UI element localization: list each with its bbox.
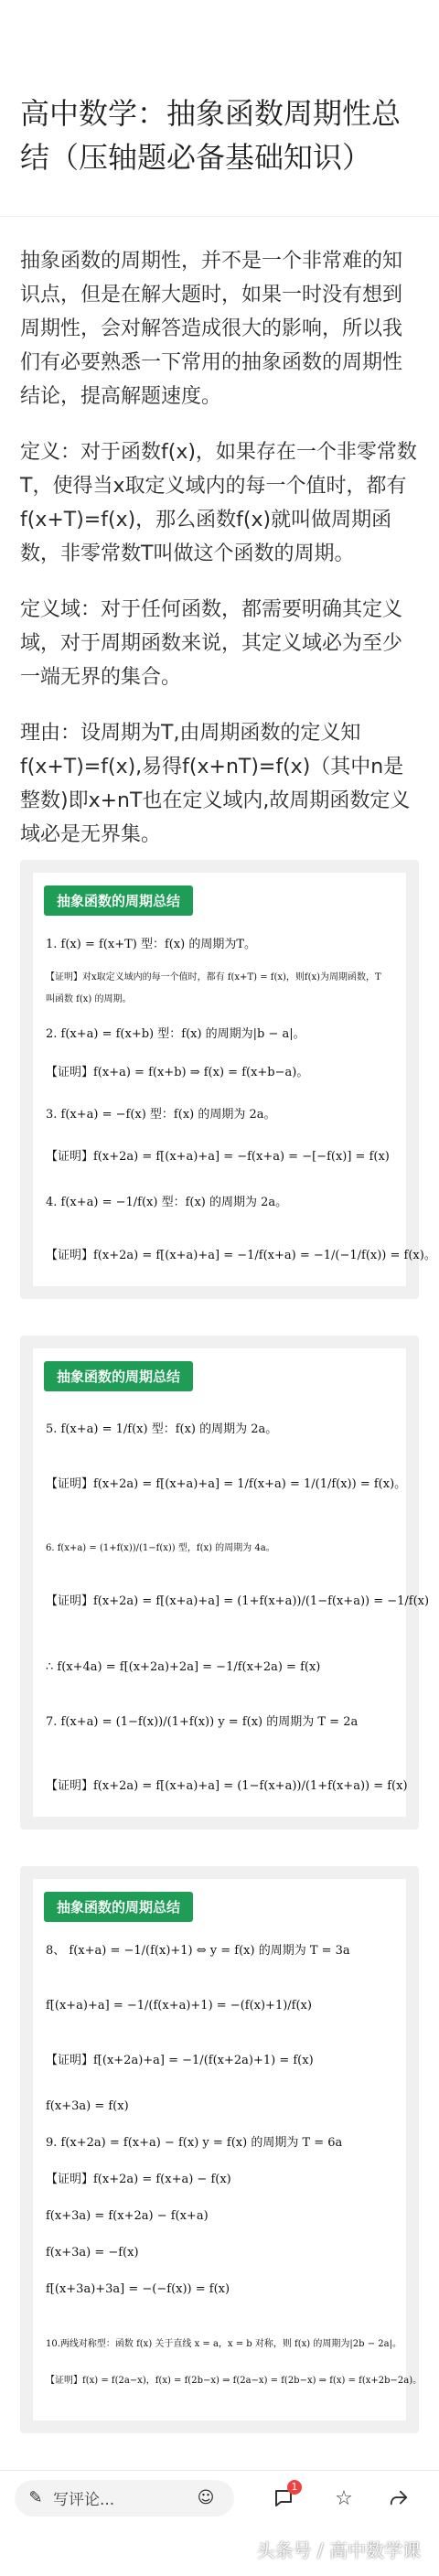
- formula-line: f[(x+a)+a] = −1/(f(x+a)+1) = −(f(x)+1)/f(x): [46, 1999, 312, 2012]
- formula-line: 5. f(x+a) = 1/f(x) 型：f(x) 的周期为 2a。: [46, 1422, 278, 1436]
- formula-line: 7. f(x+a) = (1−f(x))/(1+f(x)) y = f(x) 的周期为 T = 2a: [46, 1715, 359, 1729]
- formula-line: f(x+3a) = f(x+2a) − f(x+a): [46, 2209, 209, 2223]
- formula-line: 3. f(x+a) = −f(x) 型：f(x) 的周期为 2a。: [46, 1108, 276, 1122]
- watermark: 头条号 / 高中数学课: [256, 2539, 421, 2561]
- formula-line: 2. f(x+a) = f(x+b) 型：f(x) 的周期为|b − a|。: [46, 1027, 305, 1041]
- formula-line: 【证明】f[(x+2a)+a] = −1/(f(x+2a)+1) = f(x): [46, 2054, 314, 2067]
- formula-line: 叫函数 f(x) 的周期。: [46, 994, 132, 1004]
- formula-line: 【证明】f(x+2a) = f(x+a) − f(x): [46, 2173, 231, 2186]
- formula-line: 9. f(x+2a) = f(x+a) − f(x) y = f(x) 的周期为 T = 6a: [46, 2136, 343, 2150]
- pencil-icon: ✎: [28, 2488, 43, 2507]
- formula-line: f(x+3a) = −f(x): [46, 2246, 139, 2259]
- formula-line: 【证明】对x取定义域内的每一个值时，都有 f(x+T) = f(x)，则f(x)为周期函数，T: [46, 972, 381, 982]
- bottom-action-bar: [0, 2470, 439, 2525]
- formula-line: 10.两线对称型：函数 f(x) 关于直线 x = a，x = b 对称，则 f(x) 的周期为|2b − 2a|。: [46, 2339, 402, 2349]
- summary-image-card-2: [20, 1336, 430, 1830]
- formula-line: 【证明】f(x+2a) = f[(x+a)+a] = −1/f(x+a) = −1/(−1/f(x)) = f(x)。: [46, 1249, 436, 1262]
- card-heading: 抽象函数的周期总结: [44, 886, 193, 916]
- share-button[interactable]: [386, 2485, 412, 2512]
- summary-image-card-1: [20, 860, 436, 1299]
- formula-line: f[(x+3a)+3a] = −(−f(x)) = f(x): [46, 2282, 230, 2296]
- title-divider: [0, 216, 439, 217]
- status-bar: [0, 0, 439, 27]
- share-icon: [386, 2485, 412, 2511]
- summary-image-card-3: [20, 1866, 423, 2433]
- formula-line: 1. f(x) = f(x+T) 型：f(x) 的周期为T。: [46, 938, 257, 951]
- paragraph-definition: 定义：对于函数f(x)，如果存在一个非零常数T，使得当x取定义域内的每一个值时，都有f(x+T)=f(x)，那么函数f(x)就叫做周期函数，非零常数T叫做这个函数的周期。: [20, 441, 417, 565]
- comment-count-badge: 1: [287, 2480, 302, 2495]
- formula-line: 4. f(x+a) = −1/f(x) 型：f(x) 的周期为 2a。: [46, 1196, 288, 1209]
- card-heading: 抽象函数的周期总结: [44, 1361, 193, 1391]
- card-heading: 抽象函数的周期总结: [44, 1892, 193, 1922]
- formula-line: ∴ f(x+4a) = f[(x+2a)+2a] = −1/f(x+2a) = f(x): [46, 1660, 321, 1674]
- favorite-button[interactable]: [331, 2485, 357, 2511]
- paragraph-reason: 理由：设周期为T,由周期函数的定义知f(x+T)=f(x),易得f(x+nT)=f(x)（其中n是整数)即x+nT也在定义域内,故周期函数定义域必是无界集。: [20, 722, 411, 846]
- comment-placeholder: 写评论...: [53, 2491, 115, 2509]
- formula-line: 6. f(x+a) = (1+f(x))/(1−f(x)) 型，f(x) 的周期为 4a。: [46, 1543, 275, 1553]
- formula-line: 8、 f(x+a) = −1/(f(x)+1) ⇔ y = f(x) 的周期为 T = 3a: [46, 1944, 350, 1958]
- paragraph-intro: 抽象函数的周期性，并不是一个非常难的知识点，但是在解大题时，如果一时没有想到周期性，会对解答造成很大的影响，所以我们有必要熟悉一下常用的抽象函数的周期性结论，提高解题速度。: [20, 250, 403, 408]
- formula-line: 【证明】f(x+2a) = f[(x+a)+a] = 1/f(x+a) = 1/(1/f(x)) = f(x)。: [46, 1477, 407, 1491]
- comment-button[interactable]: [271, 2481, 298, 2513]
- smile-icon[interactable]: ☺: [197, 2488, 215, 2507]
- formula-line: 【证明】f(x+2a) = f[(x+a)+a] = (1−f(x+a))/(1+f(x+a)) = f(x): [46, 1779, 408, 1793]
- formula-line: 【证明】f(x) = f(2a−x)，f(x) = f(2b−x) ⇒ f(2a−x) = f(2b−x) ⇒ f(x) = f(x+2b−2a)。: [46, 2376, 423, 2386]
- page-title: 高中数学：抽象函数周期性总结（压轴题必备基础知识）: [20, 96, 402, 175]
- paragraph-domain: 定义域：对于任何函数，都需要明确其定义域，对于周期函数来说，其定义域必为至少一端无界的集合。: [20, 598, 403, 689]
- formula-line: 【证明】f(x+a) = f(x+b) ⇒ f(x) = f(x+b−a)。: [46, 1066, 309, 1079]
- formula-line: 【证明】f(x+2a) = f[(x+a)+a] = (1+f(x+a))/(1−f(x+a)) = −1/f(x): [46, 1594, 430, 1608]
- comment-input[interactable]: [15, 2480, 234, 2517]
- formula-line: 【证明】f(x+2a) = f[(x+a)+a] = −f(x+a) = −[−f(x)] = f(x): [46, 1150, 390, 1164]
- star-icon: ☆: [335, 2486, 353, 2510]
- formula-line: f(x+3a) = f(x): [46, 2099, 129, 2113]
